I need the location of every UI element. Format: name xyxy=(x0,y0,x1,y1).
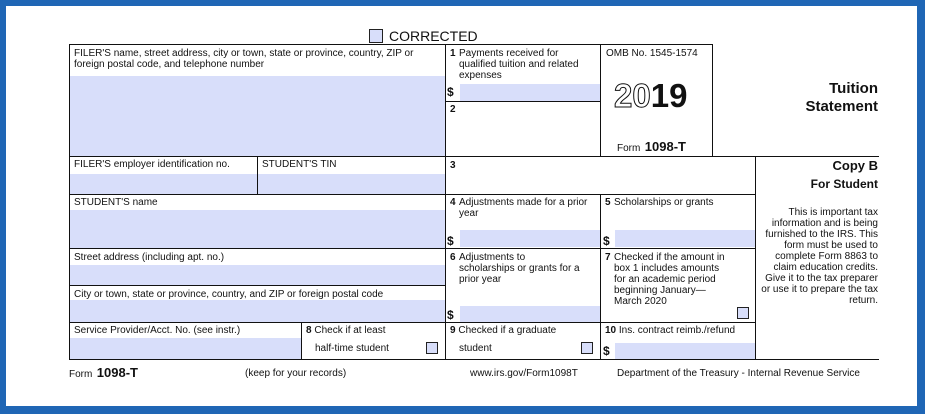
rule xyxy=(600,44,601,156)
rule xyxy=(600,194,601,359)
box10-dollar: $ xyxy=(603,344,610,358)
corrected-label: CORRECTED xyxy=(389,28,478,44)
corrected-checkbox[interactable] xyxy=(369,29,383,43)
box6-amount-field[interactable] xyxy=(460,306,600,322)
box8-checkbox[interactable] xyxy=(426,342,438,354)
city-label: City or town, state or province, country, and ZIP or foreign postal code xyxy=(74,289,384,300)
rule xyxy=(445,101,600,102)
student-tin-label: STUDENT'S TIN xyxy=(262,159,337,170)
omb-form-name xyxy=(617,138,686,156)
box3-number: 3 xyxy=(450,160,456,171)
footer-department: Department of the Treasury - Internal Revenue Service xyxy=(617,368,860,379)
box5-text: Scholarships or grants xyxy=(614,197,714,208)
box5-dollar: $ xyxy=(603,234,610,248)
rule xyxy=(69,359,879,360)
box10-amount-field[interactable] xyxy=(615,343,755,359)
box2-number: 2 xyxy=(450,104,456,115)
form-prefix: Form xyxy=(617,143,641,154)
box1-label xyxy=(450,48,595,81)
rule xyxy=(69,322,755,323)
box4-amount-field[interactable] xyxy=(460,230,600,247)
box8-label-top xyxy=(306,325,386,336)
rule xyxy=(69,44,70,359)
city-field[interactable] xyxy=(69,300,445,322)
copy-instructions: This is important tax information and is being furnished to the IRS. This form must be used to complete Form 8863 to claim education credits. Give it to the tax preparer or use it to prepare the tax return. xyxy=(761,207,878,306)
box7-number: 7 xyxy=(605,252,611,263)
box1-dollar: $ xyxy=(447,85,454,99)
footer-url[interactable]: www.irs.gov/Form1098T xyxy=(470,368,578,379)
box4-label xyxy=(450,197,595,219)
copy-title: Copy B xyxy=(832,158,878,173)
street-address-field[interactable] xyxy=(69,265,445,285)
box5-amount-field[interactable] xyxy=(615,230,755,247)
form-name: 1098-T xyxy=(644,139,686,154)
filer-ein-label: FILER'S employer identification no. xyxy=(74,159,230,170)
rule xyxy=(69,44,712,45)
rule xyxy=(301,322,302,359)
box8-text-b: half-time student xyxy=(315,343,389,354)
box8-number: 8 xyxy=(306,325,312,336)
footer-keep: (keep for your records) xyxy=(245,368,347,379)
box1-amount-field[interactable] xyxy=(460,84,600,101)
box6-dollar: $ xyxy=(447,308,454,322)
student-name-field[interactable] xyxy=(69,210,445,248)
filer-name-field[interactable] xyxy=(69,76,445,156)
box8-text-a: Check if at least xyxy=(314,325,386,336)
box10-number: 10 xyxy=(605,325,617,336)
box1-number: 1 xyxy=(450,48,456,59)
rule xyxy=(69,248,755,249)
box6-number: 6 xyxy=(450,252,456,263)
box10-text: Ins. contract reimb./refund xyxy=(618,325,736,336)
box1-text: Payments received for qualified tuition and related expenses xyxy=(459,48,579,81)
tax-year-outline: 20 xyxy=(614,77,651,114)
box7-text: Checked if the amount in box 1 includes amounts for an academic period beginning January— March 2020 xyxy=(614,252,725,307)
footer-form-number: 1098-T xyxy=(96,365,138,380)
box9-text-b: student xyxy=(459,343,492,354)
box4-dollar: $ xyxy=(447,234,454,248)
box4-number: 4 xyxy=(450,197,456,208)
box9-label-top xyxy=(450,325,556,336)
form-title xyxy=(725,80,878,116)
box5-number: 5 xyxy=(605,197,611,208)
box9-number: 9 xyxy=(450,325,456,336)
footer-form-prefix: Form xyxy=(69,369,93,380)
box6-text: Adjustments to scholarships or grants for a prior year xyxy=(459,252,580,285)
box9-checkbox[interactable] xyxy=(581,342,593,354)
rule xyxy=(69,156,879,157)
omb-number: OMB No. 1545-1574 xyxy=(606,48,698,59)
rule xyxy=(712,44,713,156)
box7-label xyxy=(605,252,727,307)
copy-subtitle: For Student xyxy=(810,177,878,191)
box6-label xyxy=(450,252,580,285)
tax-year xyxy=(614,78,687,114)
rule xyxy=(445,44,446,359)
box5-label xyxy=(605,197,753,208)
rule xyxy=(755,156,756,359)
street-address-label: Street address (including apt. no.) xyxy=(74,252,225,263)
rule xyxy=(257,156,258,194)
acct-no-label: Service Provider/Acct. No. (see instr.) xyxy=(74,325,241,336)
rule xyxy=(69,194,755,195)
filer-ein-field[interactable] xyxy=(69,174,257,194)
box10-label xyxy=(605,325,735,336)
title-line2: Statement xyxy=(805,98,878,115)
footer-form-name xyxy=(69,364,138,382)
student-tin-field[interactable] xyxy=(258,174,445,194)
box9-text-a: Checked if a graduate xyxy=(458,325,557,336)
student-name-label: STUDENT'S name xyxy=(74,197,158,208)
tax-year-bold: 19 xyxy=(650,77,688,114)
acct-no-field[interactable] xyxy=(69,338,301,359)
box4-text: Adjustments made for a prior year xyxy=(459,197,588,219)
rule xyxy=(69,285,445,286)
title-line1: Tuition xyxy=(829,80,878,97)
box7-checkbox[interactable] xyxy=(737,307,749,319)
filer-name-label: FILER'S name, street address, city or town, state or province, country, ZIP or foreign postal code, and telephone number xyxy=(74,48,414,70)
